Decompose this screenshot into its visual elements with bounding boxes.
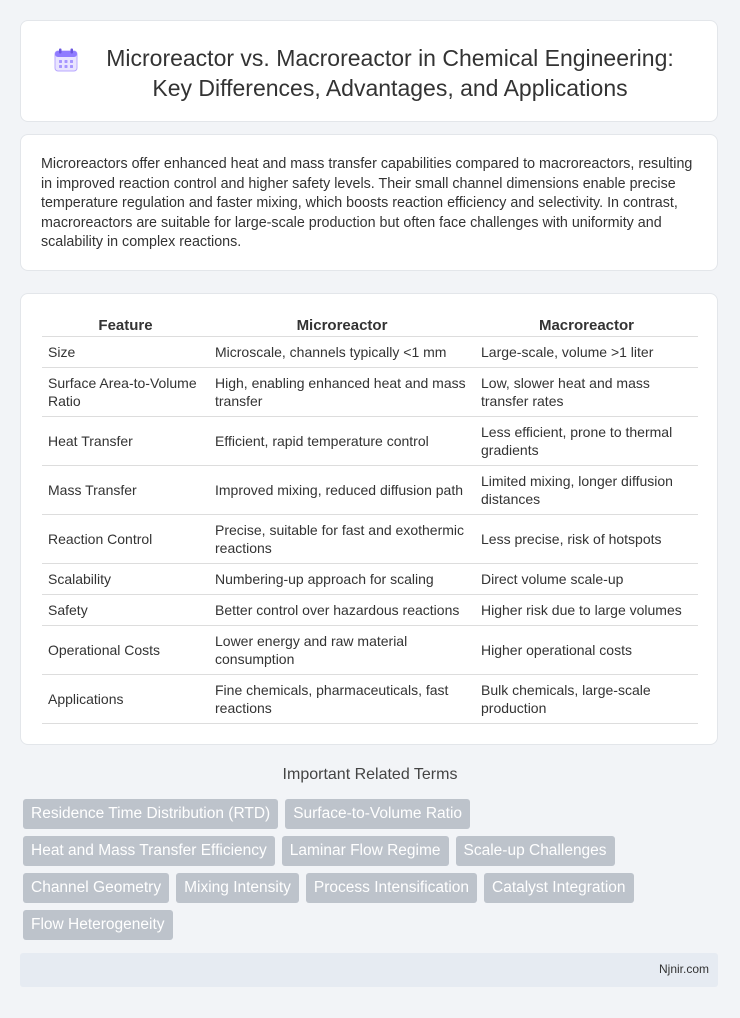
related-terms-list <box>23 799 723 947</box>
feature-cell: Heat Transfer <box>42 417 209 466</box>
related-term-tag[interactable]: Catalyst Integration <box>484 873 634 903</box>
table-row <box>42 595 698 626</box>
macroreactor-cell: Large-scale, volume >1 liter <box>475 337 698 368</box>
macroreactor-cell: Limited mixing, longer diffusion distances <box>475 466 698 515</box>
comparison-card <box>20 293 718 745</box>
feature-cell: Surface Area-to-Volume Ratio <box>42 368 209 417</box>
microreactor-cell: Fine chemicals, pharmaceuticals, fast reactions <box>209 675 475 724</box>
macroreactor-cell: Low, slower heat and mass transfer rates <box>475 368 698 417</box>
table-row <box>42 337 698 368</box>
page-title: Microreactor vs. Macroreactor in Chemical Engineering: Key Differences, Advantages, and Applications <box>106 45 674 101</box>
feature-cell: Safety <box>42 595 209 626</box>
feature-cell: Size <box>42 337 209 368</box>
table-row <box>42 515 698 564</box>
related-term-tag[interactable]: Scale-up Challenges <box>456 836 615 866</box>
table-row <box>42 368 698 417</box>
microreactor-cell: High, enabling enhanced heat and mass transfer <box>209 368 475 417</box>
table-row <box>42 466 698 515</box>
comparison-table <box>42 312 698 724</box>
microreactor-cell: Better control over hazardous reactions <box>209 595 475 626</box>
microreactor-cell: Improved mixing, reduced diffusion path <box>209 466 475 515</box>
related-term-tag[interactable]: Residence Time Distribution (RTD) <box>23 799 278 829</box>
footer-site-link[interactable]: Njnir.com <box>658 962 709 976</box>
microreactor-cell: Numbering-up approach for scaling <box>209 564 475 595</box>
table-row <box>42 675 698 724</box>
macroreactor-cell: Less precise, risk of hotspots <box>475 515 698 564</box>
header-microreactor: Microreactor <box>209 312 475 337</box>
microreactor-cell: Precise, suitable for fast and exothermic reactions <box>209 515 475 564</box>
feature-cell: Operational Costs <box>42 626 209 675</box>
related-terms-heading: Important Related Terms <box>282 766 458 783</box>
related-term-tag[interactable]: Mixing Intensity <box>176 873 299 903</box>
intro-card <box>20 134 718 271</box>
header-macroreactor: Macroreactor <box>475 312 698 337</box>
related-term-tag[interactable]: Flow Heterogeneity <box>23 910 173 940</box>
table-row <box>42 626 698 675</box>
related-term-tag[interactable]: Heat and Mass Transfer Efficiency <box>23 836 275 866</box>
microreactor-cell: Microscale, channels typically <1 mm <box>209 337 475 368</box>
title-card <box>20 20 718 122</box>
microreactor-cell: Efficient, rapid temperature control <box>209 417 475 466</box>
related-term-tag[interactable]: Laminar Flow Regime <box>282 836 449 866</box>
feature-cell: Applications <box>42 675 209 724</box>
macroreactor-cell: Bulk chemicals, large-scale production <box>475 675 698 724</box>
feature-cell: Mass Transfer <box>42 466 209 515</box>
macroreactor-cell: Direct volume scale-up <box>475 564 698 595</box>
table-row <box>42 417 698 466</box>
feature-cell: Reaction Control <box>42 515 209 564</box>
feature-cell: Scalability <box>42 564 209 595</box>
header-feature: Feature <box>42 312 209 337</box>
intro-paragraph: Microreactors offer enhanced heat and mass transfer capabilities compared to macroreactors, resulting in improved reaction control and higher safety levels. Their small channel dimensions enable precise temperature regulation and faster mixing, which boosts reaction efficiency and selectivity. In contrast, macroreactors are suitable for large-scale production but often face challenges with uniformity and scalability in complex reactions. <box>41 156 693 250</box>
table-row <box>42 564 698 595</box>
microreactor-cell: Lower energy and raw material consumption <box>209 626 475 675</box>
related-term-tag[interactable]: Surface-to-Volume Ratio <box>285 799 470 829</box>
footer-bar <box>20 953 718 987</box>
related-term-tag[interactable]: Process Intensification <box>306 873 477 903</box>
calendar-icon <box>53 47 79 73</box>
macroreactor-cell: Higher operational costs <box>475 626 698 675</box>
table-header-row <box>42 312 698 337</box>
macroreactor-cell: Higher risk due to large volumes <box>475 595 698 626</box>
related-term-tag[interactable]: Channel Geometry <box>23 873 169 903</box>
macroreactor-cell: Less efficient, prone to thermal gradients <box>475 417 698 466</box>
